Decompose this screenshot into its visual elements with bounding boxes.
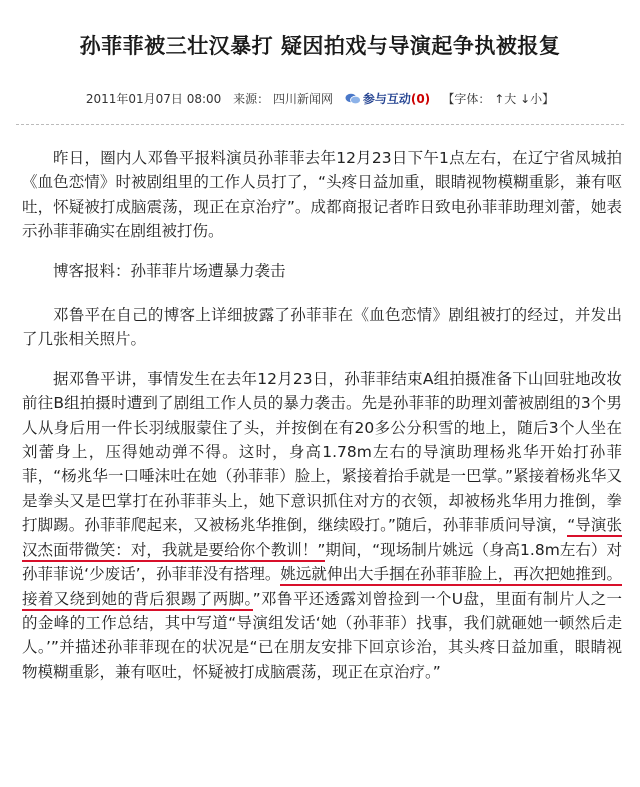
font-smaller-button[interactable]: ↓小】 [520,92,555,106]
interact-count: (0) [410,92,431,106]
source-name: 四川新闻网 [272,92,333,106]
article-meta [0,90,640,107]
interact-label: 参与互动 [362,92,411,106]
font-size-label: 【字体： [442,92,491,106]
font-bigger-button[interactable]: ↑大 [494,92,517,106]
article-title: 孙菲菲被三壮汉暴打 疑因拍戏与导演起争执被报复 [79,34,561,58]
subheading: 博客报料：孙菲菲片场遭暴力袭击 [53,261,286,280]
chat-bubbles-icon [345,93,361,105]
source-label: 来源： [233,92,270,106]
paragraph-1: 昨日，圈内人邓鲁平报料演员孙菲菲去年12月23日下午1点左右，在辽宁省凤城拍《血色恋情》时被剧组里的工作人员打了，“头疼日益加重，眼睛视物模糊重影，兼有呕吐，怀疑被打成脑震荡，现正在京治疗”。成都商报记者昨日致电孙菲菲助理刘蕾，她表示孙菲菲确实在剧组被打伤。 [22,149,622,241]
article-body [22,146,622,699]
paragraph-2: 邓鲁平在自己的博客上详细披露了孙菲菲在《血色恋情》剧组被打的经过，并发出了几张相关照片。 [22,306,622,349]
underlined-quote-2: 姚远就伸出大手掴在孙菲菲脸上，再次把她推到。接着又绕到她的背后狠踢了两脚。 [22,565,622,610]
interact-link[interactable] [345,92,435,106]
paragraph-3-part-b: 期间，“现场制片姚远（身高1.8m左右）对孙菲菲说‘少废话’，孙菲菲没有搭理。 [22,540,622,584]
paragraph-3-part-a: 据邓鲁平讲，事情发生在去年12月23日，孙菲菲结束A组拍摄准备下山回驻地改妆前往B组拍摄时遭到了剧组工作人员的暴力袭击。先是孙菲菲的助理刘蕾被剧组的3个男人从身后用一件长羽绒服蒙住了头，并按倒在有20多公分积雪的地上，随后3个人坐在刘蕾身上，压得她动弹不得。这时，身高1.78m左右的导演助理杨兆华开始打孙菲菲，“杨兆华一口唾沫吐在她（孙菲菲）脸上，紧接着抬手就是一巴掌。”紧接着杨兆华又是拳头又是巴掌打在孙菲菲头上，她下意识抓住对方的衣领，却被杨兆华用力推倒，拳打脚踢。孙菲菲爬起来，又被杨兆华推倒，继续殴打。”随后，孙菲菲质问导演， [22,369,622,535]
paragraph-3 [22,367,622,684]
underlined-quote-1: “导演张汉杰面带微笑：对，我就是要给你个教训！” [22,516,622,561]
publish-date: 2011年01月07日 08:00 [85,92,222,106]
paragraph-3-part-c: ”邓鲁平还透露刘曾捡到一个U盘，里面有制片人之一的金峰的工作总结，其中写道“导演组发话‘她（孙菲菲）找事，我们就砸她一顿然后走人。’”并描述孙菲菲现在的状况是“已在朋友安排下回京诊治，其头疼日益加重，眼睛视物模糊重影，兼有呕吐，怀疑被打成脑震荡，现正在京治疗。” [22,589,622,681]
divider [16,124,624,125]
